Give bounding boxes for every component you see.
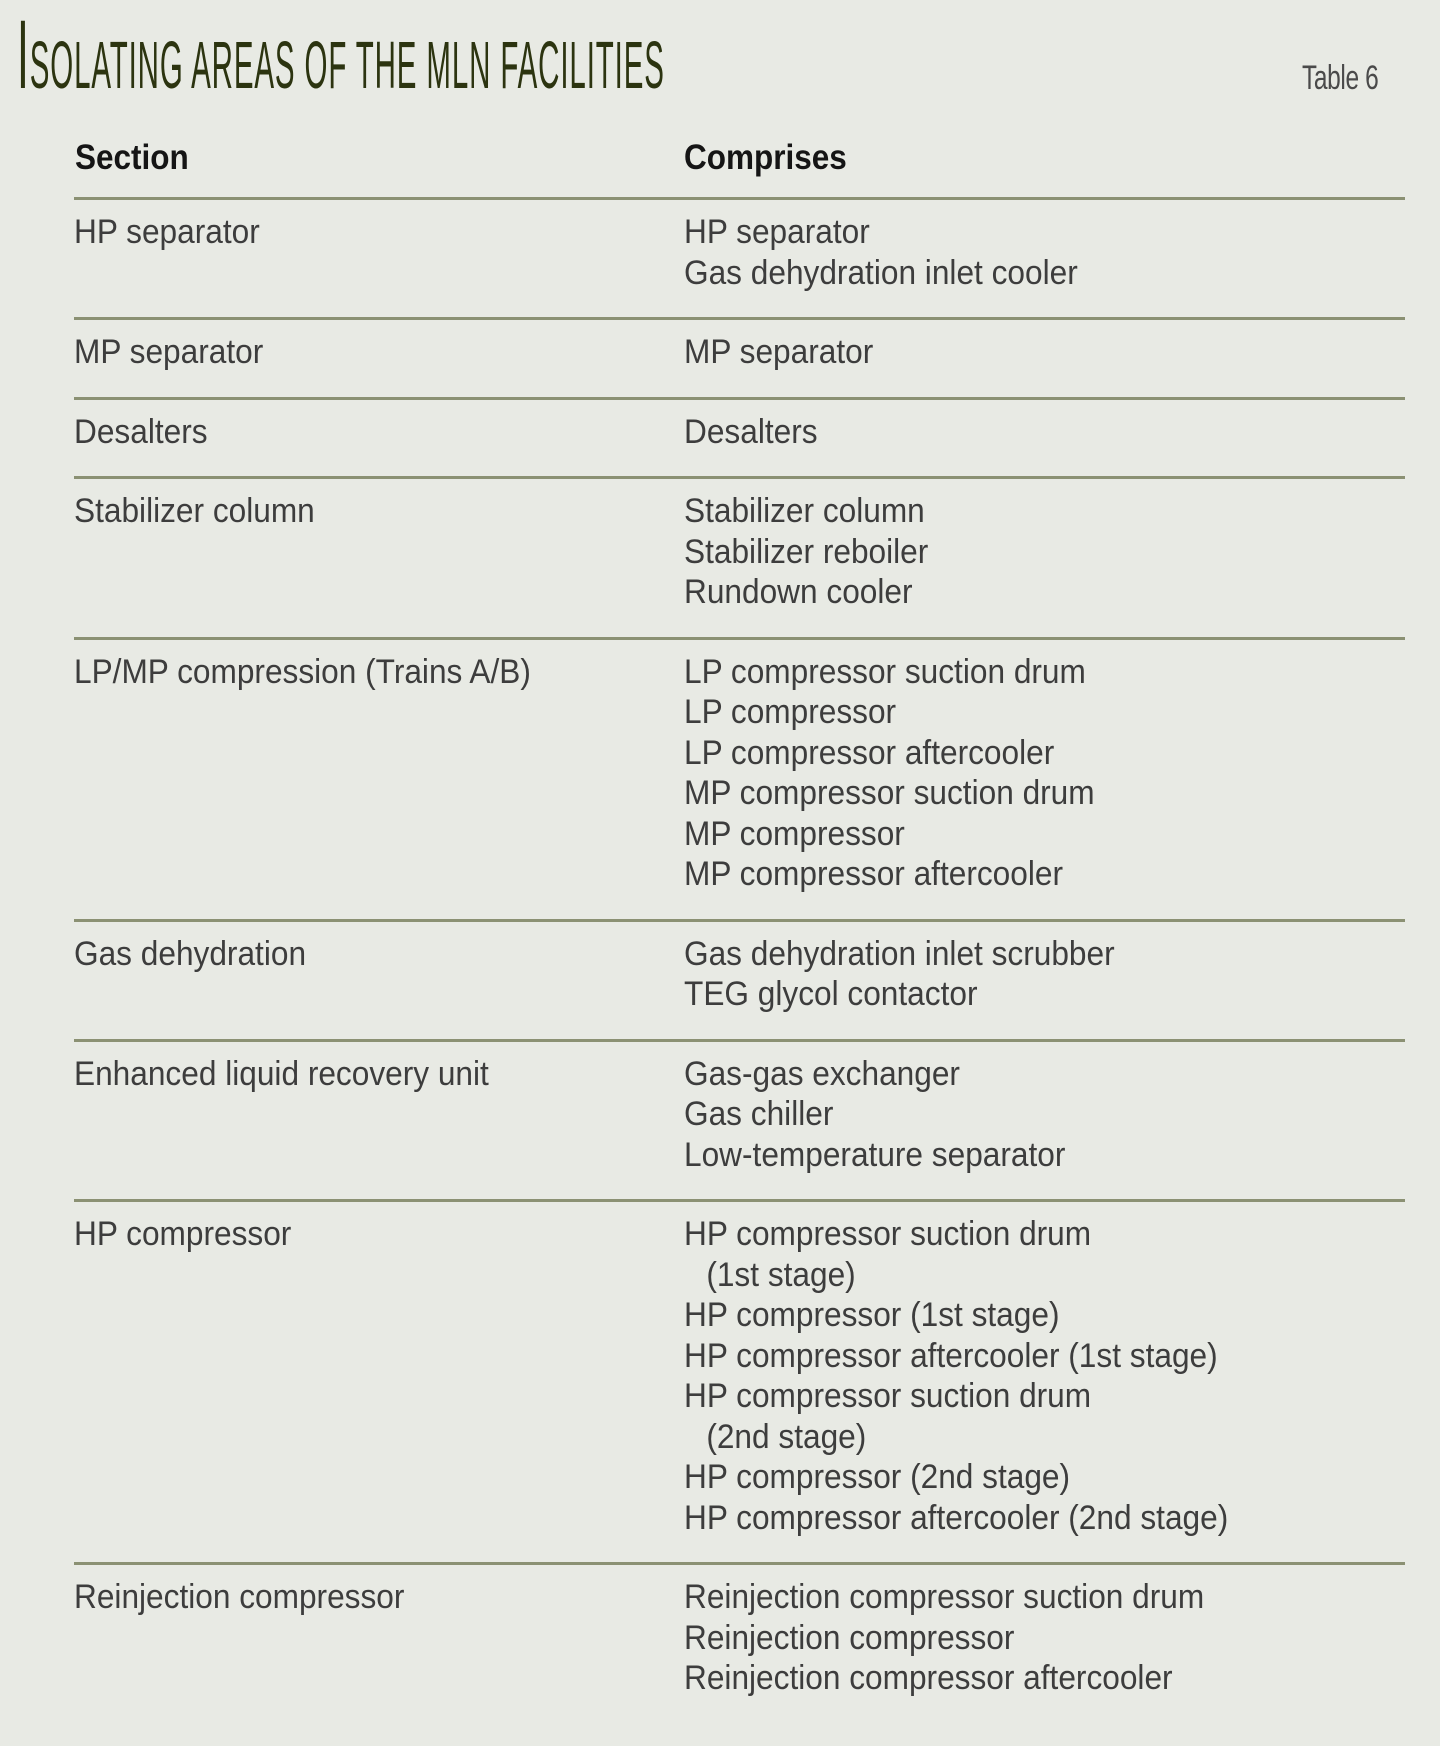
comprises-item: HP compressor (1st stage) xyxy=(684,1296,1060,1334)
table-row xyxy=(74,1199,1405,1562)
section-cell: MP separator xyxy=(74,333,264,371)
title-initial: I xyxy=(17,0,30,109)
comprises-cell xyxy=(684,934,1115,1015)
table-row xyxy=(74,919,1405,1039)
comprises-item: Gas dehydration inlet cooler xyxy=(684,253,1078,292)
column-header-comprises: Comprises xyxy=(684,138,847,177)
table-row xyxy=(74,397,1405,477)
comprises-item: LP compressor suction drum xyxy=(684,652,1086,691)
comprises-item: HP compressor suction drum xyxy=(684,1377,1092,1415)
section-cell: Stabilizer column xyxy=(74,492,315,530)
comprises-item-continuation: (1st stage) xyxy=(706,1255,856,1294)
section-cell: HP separator xyxy=(74,213,260,251)
table-row xyxy=(74,1562,1405,1723)
comprises-item: LP compressor aftercooler xyxy=(684,733,1055,772)
comprises-item: Stabilizer column xyxy=(684,492,925,530)
comprises-cell xyxy=(684,1054,1065,1176)
section-cell: Reinjection compressor xyxy=(74,1578,405,1616)
comprises-item: LP compressor xyxy=(684,693,897,731)
comprises-item: Gas chiller xyxy=(684,1095,834,1133)
comprises-item: Reinjection compressor xyxy=(684,1618,1015,1657)
comprises-item: TEG glycol contactor xyxy=(684,975,978,1013)
comprises-cell xyxy=(684,652,1095,895)
comprises-item: HP compressor aftercooler (2nd stage) xyxy=(684,1498,1229,1537)
table-row xyxy=(74,476,1405,637)
comprises-cell xyxy=(684,332,873,373)
comprises-item: HP compressor (2nd stage) xyxy=(684,1458,1071,1496)
table-row xyxy=(74,197,1405,317)
comprises-cell xyxy=(684,1577,1204,1699)
comprises-item: Gas dehydration inlet scrubber xyxy=(684,934,1115,973)
section-cell: HP compressor xyxy=(74,1215,292,1253)
table-row xyxy=(74,637,1405,919)
table-row xyxy=(74,1039,1405,1200)
title-rest: SOLATING AREAS OF THE MLN FACILITIES xyxy=(29,28,665,103)
table-row xyxy=(74,317,1405,397)
comprises-item: MP compressor suction drum xyxy=(684,774,1095,812)
comprises-item: HP compressor suction drum xyxy=(684,1215,1092,1253)
comprises-item: Low-temperature separator xyxy=(684,1135,1066,1174)
comprises-cell xyxy=(684,412,818,453)
comprises-item: HP compressor aftercooler (1st stage) xyxy=(684,1336,1218,1375)
comprises-cell xyxy=(684,212,1078,293)
comprises-item: Gas-gas exchanger xyxy=(684,1054,960,1093)
section-cell: LP/MP compression (Trains A/B) xyxy=(74,652,531,691)
comprises-item: Rundown cooler xyxy=(684,573,913,611)
comprises-item: Desalters xyxy=(684,412,818,451)
comprises-cell xyxy=(684,491,928,613)
column-header-section: Section xyxy=(75,138,189,177)
section-cell: Desalters xyxy=(74,412,208,451)
comprises-item-continuation: (2nd stage) xyxy=(706,1417,867,1456)
comprises-item: Stabilizer reboiler xyxy=(684,532,929,571)
section-cell: Enhanced liquid recovery unit xyxy=(74,1054,489,1093)
comprises-item: MP separator xyxy=(684,333,874,371)
comprises-cell xyxy=(684,1214,1228,1538)
comprises-item: MP compressor xyxy=(684,814,905,853)
table-body xyxy=(74,197,1405,1723)
table-title xyxy=(17,0,665,109)
section-cell: Gas dehydration xyxy=(74,934,307,973)
table-header-row xyxy=(74,132,1405,197)
comprises-item: HP separator xyxy=(684,213,870,251)
isolation-areas-table xyxy=(74,132,1405,1723)
comprises-item: MP compressor aftercooler xyxy=(684,855,1064,893)
comprises-item: Reinjection compressor suction drum xyxy=(684,1578,1205,1616)
comprises-item: Reinjection compressor aftercooler xyxy=(684,1659,1173,1697)
table-number-label: Table 6 xyxy=(1302,59,1379,97)
